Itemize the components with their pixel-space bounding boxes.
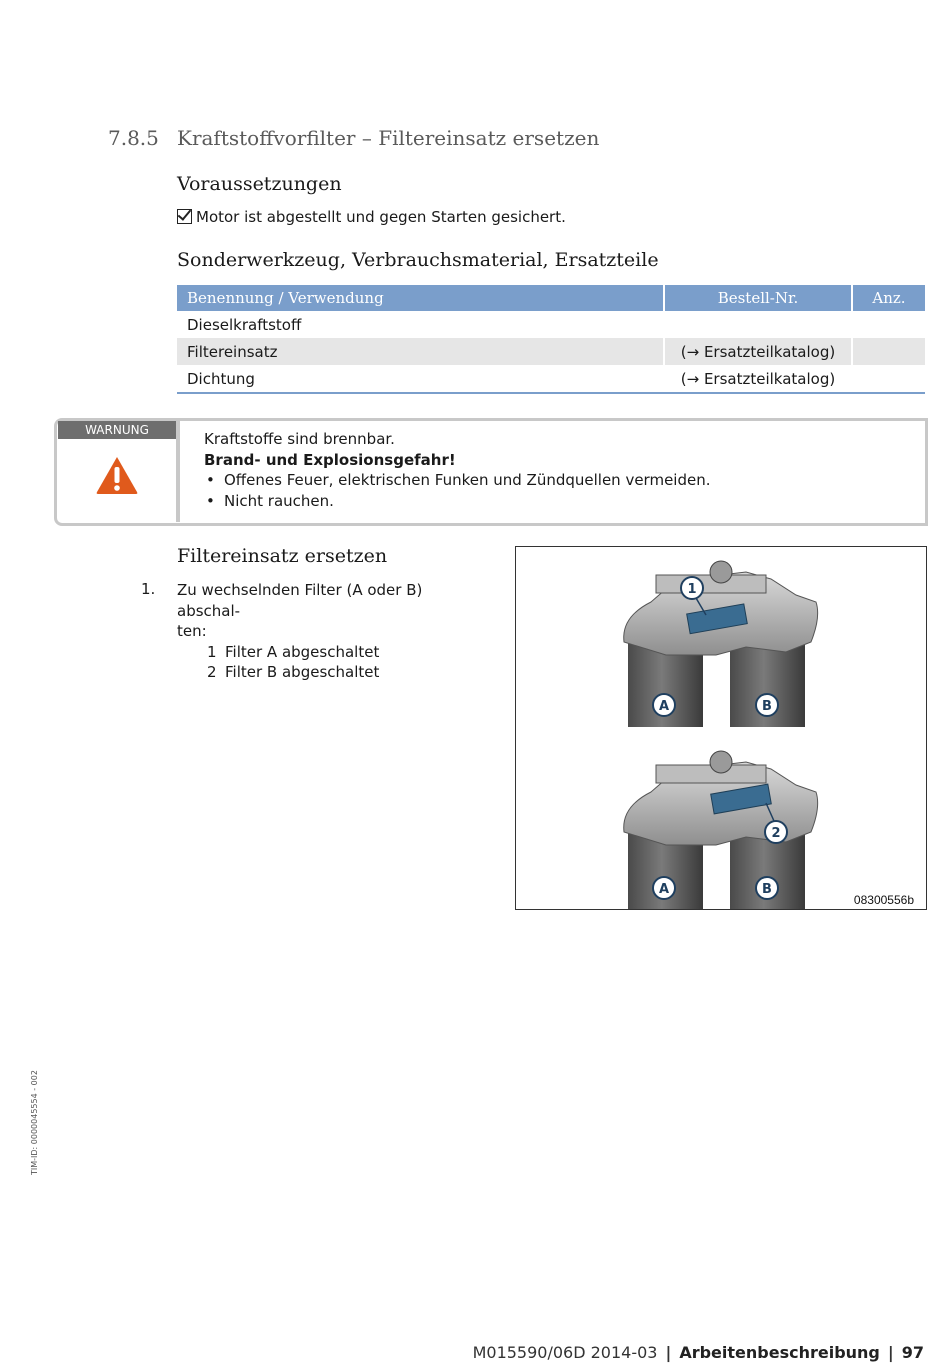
sub-item-number: 2 [207,663,217,681]
section-title: Kraftstoffvorfilter – Filtereinsatz ersetzen [177,126,600,150]
figure-id: 08300556b [853,893,914,907]
table-cell [664,311,852,338]
section-number: 7.8.5 [108,126,159,150]
table-header-row [177,285,925,311]
table-row [177,365,925,393]
filter-label-a: A [658,699,670,714]
tools-heading: Sonderwerkzeug, Verbrauchsmaterial, Ersatzteile [177,249,659,271]
warning-bullet: • Nicht rauchen. [204,491,711,512]
warning-text [204,429,711,511]
prerequisite-item [177,208,566,226]
step-block [177,580,487,683]
table-cell [852,338,925,365]
sub-item-text: Filter B abgeschaltet [225,663,380,681]
sub-item [177,662,487,683]
filter-figure [515,546,927,910]
page-footer: M015590/06D 2014-03 | Arbeitenbeschreibung | 97 [472,1343,924,1362]
warning-label: WARNUNG [58,421,176,439]
column-header-qty: Anz. [852,285,925,311]
filter-label-b: B [762,699,772,714]
step-text: Zu wechselnden Filter (A oder B) abschal- ten: [177,581,423,640]
filter-illustration [516,547,926,909]
table-cell: Dieselkraftstoff [177,311,664,338]
column-header-order-no: Bestell-Nr. [664,285,852,311]
filter-label-a: A [658,882,670,897]
footer-chapter: Arbeitenbeschreibung [679,1343,880,1362]
side-tim-id: TIM-ID: 0000045554 - 002 [30,1070,39,1175]
prerequisites-heading: Voraussetzungen [177,173,342,195]
table-cell: (→ Ersatzteilkatalog) [664,365,852,393]
column-header-name: Benennung / Verwendung [177,285,664,311]
procedure-heading: Filtereinsatz ersetzen [177,545,388,567]
table-cell: Filtereinsatz [177,338,664,365]
table-cell [852,311,925,338]
callout-2: 2 [771,826,781,841]
sub-item [177,642,487,663]
table-cell: (→ Ersatzteilkatalog) [664,338,852,365]
filter-label-b: B [762,882,772,897]
checked-box-icon [177,209,192,224]
table-cell [852,365,925,393]
footer-doc: M015590/06D 2014-03 [472,1343,658,1362]
callout-1: 1 [687,582,697,597]
sub-item-text: Filter A abgeschaltet [225,642,380,661]
footer-page-number: 97 [901,1343,924,1362]
warning-triangle-icon [95,455,139,500]
prerequisite-text: Motor ist abgestellt und gegen Starten gesichert. [196,208,566,226]
warning-divider [176,421,180,522]
table-row [177,338,925,365]
filter-assembly-top [624,561,818,727]
table-row [177,311,925,338]
filter-assembly-bottom [624,751,818,909]
table-cell: Dichtung [177,365,664,393]
sub-item-number: 1 [207,642,217,661]
warning-line: Kraftstoffe sind brennbar. [204,430,395,448]
step-number: 1. [141,580,156,598]
warning-hazard: Brand- und Explosionsgefahr! [204,450,456,469]
parts-table [177,285,925,394]
warning-bullet: • Offenes Feuer, elektrischen Funken und Zündquellen vermeiden. [204,470,711,491]
